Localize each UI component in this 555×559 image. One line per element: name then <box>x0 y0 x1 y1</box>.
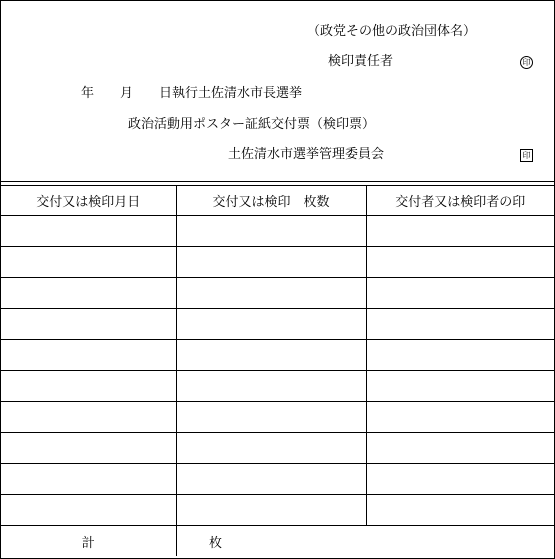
column-header-count: 交付又は検印 枚数 <box>176 186 366 216</box>
inspector-label: 検印責任者 <box>328 54 394 69</box>
count-cell[interactable] <box>176 309 366 340</box>
seal-square-icon: 印 <box>520 149 533 162</box>
total-label: 計 <box>1 526 176 557</box>
seal-cell[interactable] <box>366 216 554 247</box>
count-unit-label: 枚 <box>209 526 397 557</box>
count-cell[interactable] <box>176 371 366 402</box>
count-cell[interactable] <box>176 464 366 495</box>
date-cell[interactable] <box>1 309 176 340</box>
table-row <box>1 433 554 464</box>
form-header <box>1 1 554 182</box>
count-cell[interactable] <box>176 402 366 433</box>
seal-cell[interactable] <box>366 340 554 371</box>
table-row <box>1 371 554 402</box>
seal-cell[interactable] <box>366 278 554 309</box>
party-name-line: （政党その他の政治団体名） <box>307 24 477 39</box>
count-cell[interactable] <box>176 216 366 247</box>
seal-cell[interactable] <box>366 495 554 526</box>
date-cell[interactable] <box>1 371 176 402</box>
seal-cell[interactable] <box>366 371 554 402</box>
count-cell[interactable] <box>176 495 366 526</box>
table-row <box>1 216 554 247</box>
table-header-row <box>1 186 554 216</box>
seal-cell[interactable] <box>366 247 554 278</box>
count-cell[interactable] <box>176 340 366 371</box>
table-row <box>1 278 554 309</box>
committee-name: 土佐清水市選挙管理委員会 <box>228 147 385 162</box>
table-row <box>1 464 554 495</box>
date-cell[interactable] <box>1 340 176 371</box>
seal-cell[interactable] <box>366 464 554 495</box>
date-cell[interactable] <box>1 495 176 526</box>
count-cell[interactable] <box>176 278 366 309</box>
table-row <box>1 340 554 371</box>
ticket-title: 政治活動用ポスター証紙交付票（検印票） <box>128 117 376 132</box>
date-cell[interactable] <box>1 464 176 495</box>
seal-cell[interactable] <box>366 433 554 464</box>
count-cell[interactable] <box>176 433 366 464</box>
date-cell[interactable] <box>1 247 176 278</box>
table-row <box>1 309 554 340</box>
header-divider-top <box>1 181 554 182</box>
seal-cell[interactable] <box>366 309 554 340</box>
table-row <box>1 247 554 278</box>
date-cell[interactable] <box>1 433 176 464</box>
issue-ledger-table <box>1 186 554 556</box>
date-cell[interactable] <box>1 278 176 309</box>
count-cell[interactable] <box>176 247 366 278</box>
table-row <box>1 402 554 433</box>
date-cell[interactable] <box>1 216 176 247</box>
column-header-date: 交付又は検印月日 <box>1 186 176 216</box>
table-row <box>1 495 554 526</box>
date-cell[interactable] <box>1 402 176 433</box>
column-header-seal: 交付者又は検印者の印 <box>366 186 554 216</box>
seal-cell[interactable] <box>366 402 554 433</box>
seal-round-icon: 印 <box>520 56 533 69</box>
election-line: 年 月 日執行土佐清水市長選挙 <box>81 86 303 101</box>
total-row <box>1 526 554 557</box>
